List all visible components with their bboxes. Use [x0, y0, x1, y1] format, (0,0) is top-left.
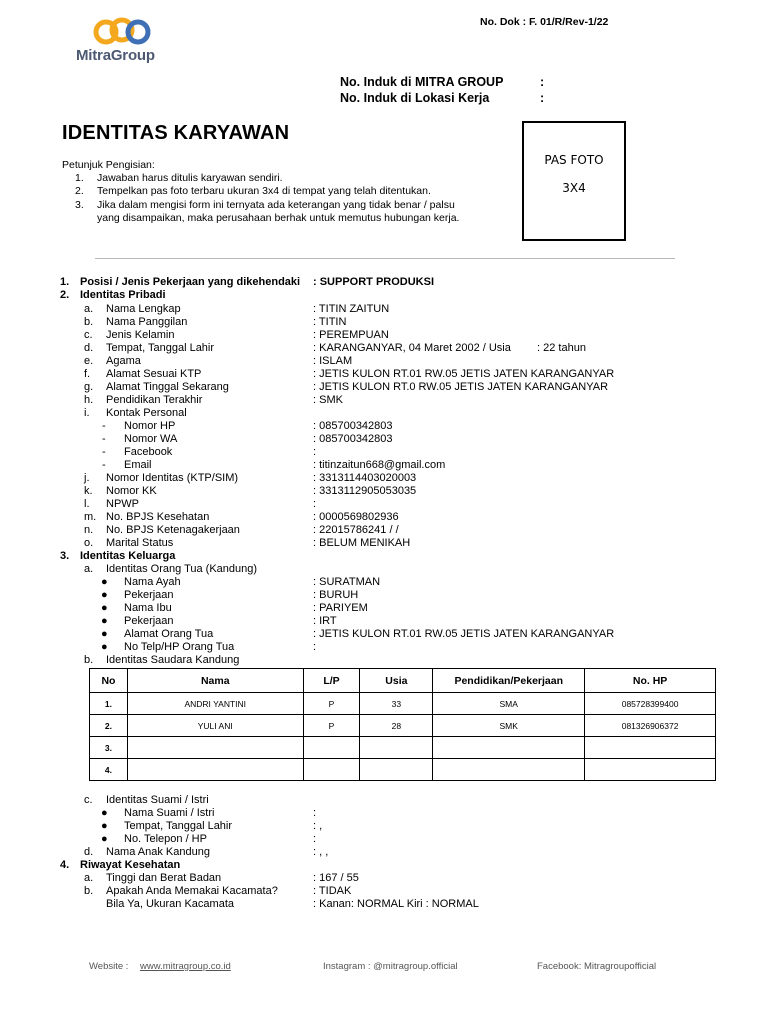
- table-cell: [585, 759, 716, 781]
- induk-lokasi-colon: :: [540, 91, 545, 105]
- line-label: Identitas Pribadi: [80, 289, 166, 301]
- photo-label: PAS FOTO: [544, 153, 604, 167]
- line-value: : PEREMPUAN: [313, 329, 389, 341]
- line-value: : 3313114403020003: [313, 472, 417, 484]
- table-cell: 4.: [90, 759, 128, 781]
- instruction-text: Jika dalam mengisi form ini ternyata ada keterangan yang tidak benar / palsu: [97, 199, 455, 211]
- line-marker: b.: [84, 654, 94, 666]
- footer-facebook: Facebook: Mitragroupofficial: [537, 961, 657, 972]
- table-cell: [360, 737, 433, 759]
- line-marker: -: [102, 420, 106, 432]
- line-label: Alamat Tinggal Sekarang: [106, 381, 229, 393]
- line-marker: b.: [84, 885, 94, 897]
- line-label: Nama Lengkap: [106, 303, 181, 315]
- line-marker: ●: [101, 628, 108, 640]
- line-value: : , ,: [313, 846, 329, 858]
- line-marker: l.: [84, 498, 90, 510]
- table-cell: [303, 759, 360, 781]
- table-header-row: [90, 669, 716, 693]
- line-label: Tempat, Tanggal Lahir: [124, 820, 233, 832]
- line-label: Kontak Personal: [106, 407, 187, 419]
- line-marker: ●: [101, 576, 108, 588]
- table-row: [90, 759, 716, 781]
- photo-box: [522, 121, 626, 241]
- line-marker: 1.: [60, 276, 70, 288]
- line-value: : PARIYEM: [313, 602, 368, 614]
- line-label: Nama Anak Kandung: [106, 846, 210, 858]
- line-label: Riwayat Kesehatan: [80, 859, 181, 871]
- line-marker: ●: [101, 602, 108, 614]
- line-value: :: [313, 641, 317, 653]
- table-cell: 2.: [90, 715, 128, 737]
- line-marker: m.: [84, 511, 97, 523]
- line-label: Nomor Identitas (KTP/SIM): [106, 472, 239, 484]
- line-value: : BELUM MENIKAH: [313, 537, 411, 549]
- line-marker: ●: [101, 589, 108, 601]
- line-value: : Kanan: NORMAL Kiri : NORMAL: [313, 898, 479, 910]
- instructions-title: Petunjuk Pengisian:: [62, 159, 155, 171]
- line-value: :: [313, 498, 317, 510]
- instruction-number: 3.: [75, 199, 84, 211]
- logo-icon: [76, 14, 172, 46]
- line-label: Pendidikan Terakhir: [106, 394, 203, 406]
- line-marker: ●: [101, 833, 108, 845]
- instruction-text: Tempelkan pas foto terbaru ukuran 3x4 di tempat yang telah ditentukan.: [97, 185, 431, 197]
- line-value: : SMK: [313, 394, 343, 406]
- table-header: Nama: [127, 669, 303, 693]
- line-marker: ●: [101, 615, 108, 627]
- table-cell: [127, 737, 303, 759]
- table-row: [90, 737, 716, 759]
- line-label: NPWP: [106, 498, 139, 510]
- line-value: : 167 / 55: [313, 872, 359, 884]
- line-value: : 085700342803: [313, 433, 393, 445]
- line-label: Nama Ibu: [124, 602, 172, 614]
- line-marker: -: [102, 433, 106, 445]
- line-value: : titinzaitun668@gmail.com: [313, 459, 446, 471]
- line-marker: ●: [101, 820, 108, 832]
- line-marker: k.: [84, 485, 93, 497]
- table-cell: 081326906372: [585, 715, 716, 737]
- line-value: : SUPPORT PRODUKSI: [313, 276, 435, 288]
- table-header: Usia: [360, 669, 433, 693]
- company-logo: [76, 14, 172, 66]
- line-value: : TITIN ZAITUN: [313, 303, 390, 315]
- line-value: :: [313, 446, 317, 458]
- line-label: Marital Status: [106, 537, 174, 549]
- table-cell: YULI ANI: [127, 715, 303, 737]
- line-value: : TIDAK: [313, 885, 352, 897]
- line-label: Nomor WA: [124, 433, 178, 445]
- line-label: Nama Suami / Istri: [124, 807, 215, 819]
- line-value: : BURUH: [313, 589, 359, 601]
- line-value: : KARANGANYAR, 04 Maret 2002 / Usia: [313, 342, 511, 354]
- line-label: Nama Ayah: [124, 576, 181, 588]
- line-label: Identitas Saudara Kandung: [106, 654, 240, 666]
- logo-text: MitraGroup: [76, 47, 155, 64]
- footer-instagram: Instagram : @mitragroup.official: [323, 961, 458, 972]
- line-value: : 085700342803: [313, 420, 393, 432]
- line-marker: j.: [84, 472, 90, 484]
- line-label: Agama: [106, 355, 141, 367]
- line-marker: o.: [84, 537, 94, 549]
- table-cell: 1.: [90, 693, 128, 715]
- table-header: No. HP: [585, 669, 716, 693]
- line-value: : 0000569802936: [313, 511, 399, 523]
- table-row: [90, 715, 716, 737]
- line-value: :: [313, 833, 317, 845]
- line-label: Posisi / Jenis Pekerjaan yang dikehendaki: [80, 276, 301, 288]
- table-row: [90, 693, 716, 715]
- line-marker: a.: [84, 872, 94, 884]
- line-label: Nomor KK: [106, 485, 157, 497]
- line-value: : SURATMAN: [313, 576, 381, 588]
- line-value: : TITIN: [313, 316, 347, 328]
- table-cell: SMA: [433, 693, 585, 715]
- line-value: : 3313112905053035: [313, 485, 417, 497]
- line-marker: g.: [84, 381, 94, 393]
- line-marker: b.: [84, 316, 94, 328]
- induk-mitra-colon: :: [540, 75, 545, 89]
- line-label: Bila Ya, Ukuran Kacamata: [106, 898, 234, 910]
- line-label: Pekerjaan: [124, 589, 174, 601]
- line-marker: -: [102, 446, 106, 458]
- table-header: Pendidikan/Pekerjaan: [433, 669, 585, 693]
- line-marker: 4.: [60, 859, 70, 871]
- line-label: No. BPJS Kesehatan: [106, 511, 210, 523]
- table-cell: [127, 759, 303, 781]
- line-label: Identitas Suami / Istri: [106, 794, 209, 806]
- line-value: : JETIS KULON RT.0 RW.05 JETIS JATEN KARANGANYAR: [313, 381, 609, 393]
- line-marker: a.: [84, 303, 94, 315]
- instruction-text: Jawaban harus ditulis karyawan sendiri.: [97, 172, 283, 184]
- line-value: : 22015786241 / /: [313, 524, 399, 536]
- table-cell: [360, 759, 433, 781]
- table-cell: 33: [360, 693, 433, 715]
- line-marker: c.: [84, 329, 93, 341]
- table-cell: [585, 737, 716, 759]
- line-label: Identitas Keluarga: [80, 550, 176, 562]
- table-cell: 085728399400: [585, 693, 716, 715]
- table-cell: SMK: [433, 715, 585, 737]
- line-label: Email: [124, 459, 152, 471]
- line-marker: a.: [84, 563, 94, 575]
- line-marker: d.: [84, 342, 94, 354]
- divider: [95, 258, 675, 259]
- line-marker: n.: [84, 524, 94, 536]
- line-value: : IRT: [313, 615, 337, 627]
- line-value: : JETIS KULON RT.01 RW.05 JETIS JATEN KARANGANYAR: [313, 368, 615, 380]
- induk-lokasi-label: No. Induk di Lokasi Kerja: [340, 91, 490, 105]
- induk-mitra-label: No. Induk di MITRA GROUP: [340, 75, 504, 89]
- line-label: No. BPJS Ketenagakerjaan: [106, 524, 240, 536]
- line-marker: f.: [84, 368, 91, 380]
- instruction-number: 2.: [75, 185, 84, 197]
- document-number: No. Dok : F. 01/R/Rev-1/22: [480, 16, 609, 28]
- line-label: No Telp/HP Orang Tua: [124, 641, 235, 653]
- line-label: Apakah Anda Memakai Kacamata?: [106, 885, 278, 897]
- line-marker: i.: [84, 407, 90, 419]
- table-cell: 3.: [90, 737, 128, 759]
- line-value: : JETIS KULON RT.01 RW.05 JETIS JATEN KARANGANYAR: [313, 628, 615, 640]
- table-header: L/P: [303, 669, 360, 693]
- instruction-text: yang disampaikan, maka perusahaan berhak untuk memutus hubungan kerja.: [97, 212, 460, 224]
- line-value: : ISLAM: [313, 355, 353, 367]
- line-value-extra: : 22 tahun: [537, 342, 586, 354]
- line-marker: ●: [101, 807, 108, 819]
- line-label: Identitas Orang Tua (Kandung): [106, 563, 258, 575]
- footer-website-link[interactable]: www.mitragroup.co.id: [140, 961, 231, 972]
- line-label: Alamat Sesuai KTP: [106, 368, 202, 380]
- table-cell: [433, 759, 585, 781]
- line-label: No. Telepon / HP: [124, 833, 207, 845]
- line-marker: 2.: [60, 289, 70, 301]
- line-marker: h.: [84, 394, 94, 406]
- page-title: IDENTITAS KARYAWAN: [62, 122, 290, 144]
- line-marker: e.: [84, 355, 94, 367]
- table-cell: [303, 737, 360, 759]
- line-label: Nomor HP: [124, 420, 176, 432]
- photo-size-label: 3X4: [562, 181, 586, 195]
- line-label: Facebook: [124, 446, 173, 458]
- line-label: Pekerjaan: [124, 615, 174, 627]
- line-label: Alamat Orang Tua: [124, 628, 214, 640]
- line-label: Jenis Kelamin: [106, 329, 175, 341]
- line-marker: -: [102, 459, 106, 471]
- line-value: :: [313, 807, 317, 819]
- instruction-number: 1.: [75, 172, 84, 184]
- line-label: Tempat, Tanggal Lahir: [106, 342, 215, 354]
- line-value: : ,: [313, 820, 323, 832]
- table-cell: 28: [360, 715, 433, 737]
- line-label: Tinggi dan Berat Badan: [106, 872, 222, 884]
- table-cell: [433, 737, 585, 759]
- table-header: No: [90, 669, 128, 693]
- line-label: Nama Panggilan: [106, 316, 188, 328]
- table-cell: P: [303, 693, 360, 715]
- line-marker: ●: [101, 641, 108, 653]
- line-marker: c.: [84, 794, 93, 806]
- table-cell: P: [303, 715, 360, 737]
- table-cell: ANDRI YANTINI: [127, 693, 303, 715]
- footer-website-label: Website :: [89, 961, 129, 972]
- line-marker: 3.: [60, 550, 70, 562]
- line-marker: d.: [84, 846, 94, 858]
- siblings-table: [89, 668, 716, 781]
